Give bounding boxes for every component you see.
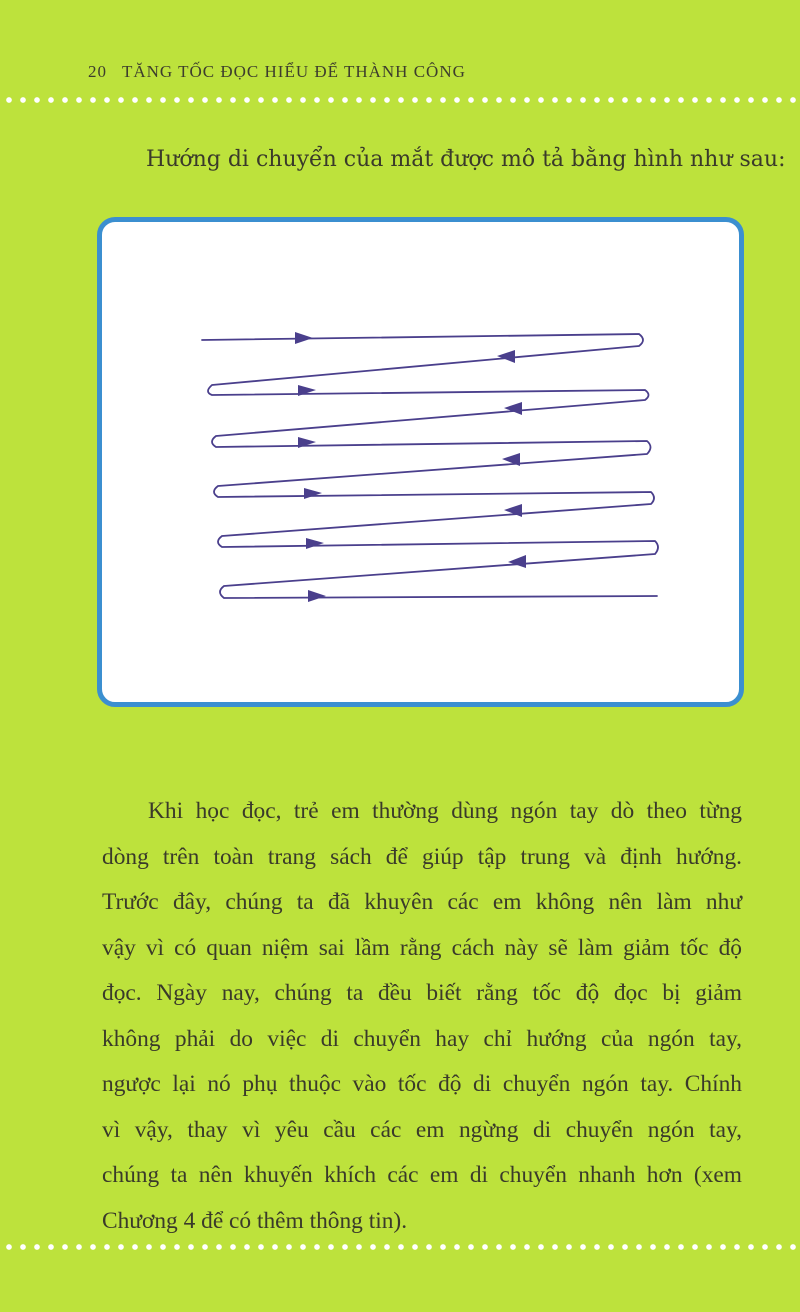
paragraph-line: vì vậy, thay vì yêu cầu các em ngừng di chuyển ngón tay, [102,1116,742,1143]
body-paragraph [102,789,742,1244]
eye-movement-diagram [97,217,744,707]
book-title: TĂNG TỐC ĐỌC HIỂU ĐỂ THÀNH CÔNG [121,62,466,81]
paragraph-line: vậy vì có quan niệm sai lầm rằng cách này sẽ làm giảm tốc độ [102,934,742,961]
paragraph-line: đọc. Ngày nay, chúng ta đều biết rằng tốc độ đọc bị giảm [102,980,742,1006]
page-number: 20 [88,62,107,81]
paragraph-line: Chương 4 để có thêm thông tin). [102,1207,408,1234]
top-dotted-border [0,96,800,104]
bottom-dotted-border [0,1243,800,1251]
paragraph-line: Khi học đọc, trẻ em thường dùng ngón tay dò theo từng [148,798,742,824]
running-header [88,62,466,82]
intro-text: Hướng di chuyển của mắt được mô tả bằng hình như sau: [146,147,786,172]
paragraph-line: ngược lại nó phụ thuộc vào tốc độ di chuyển ngón tay. Chính [102,1071,742,1097]
paragraph-line: không phải do việc di chuyển hay chỉ hướng của ngón tay, [102,1025,742,1052]
paragraph-line: dòng trên toàn trang sách để giúp tập trung và định hướng. [102,843,742,870]
zigzag-arrows-svg [102,222,739,702]
paragraph-line: chúng ta nên khuyến khích các em di chuyển nhanh hơn (xem [102,1162,742,1188]
paragraph-line: Trước đây, chúng ta đã khuyên các em không nên làm như [102,889,742,915]
